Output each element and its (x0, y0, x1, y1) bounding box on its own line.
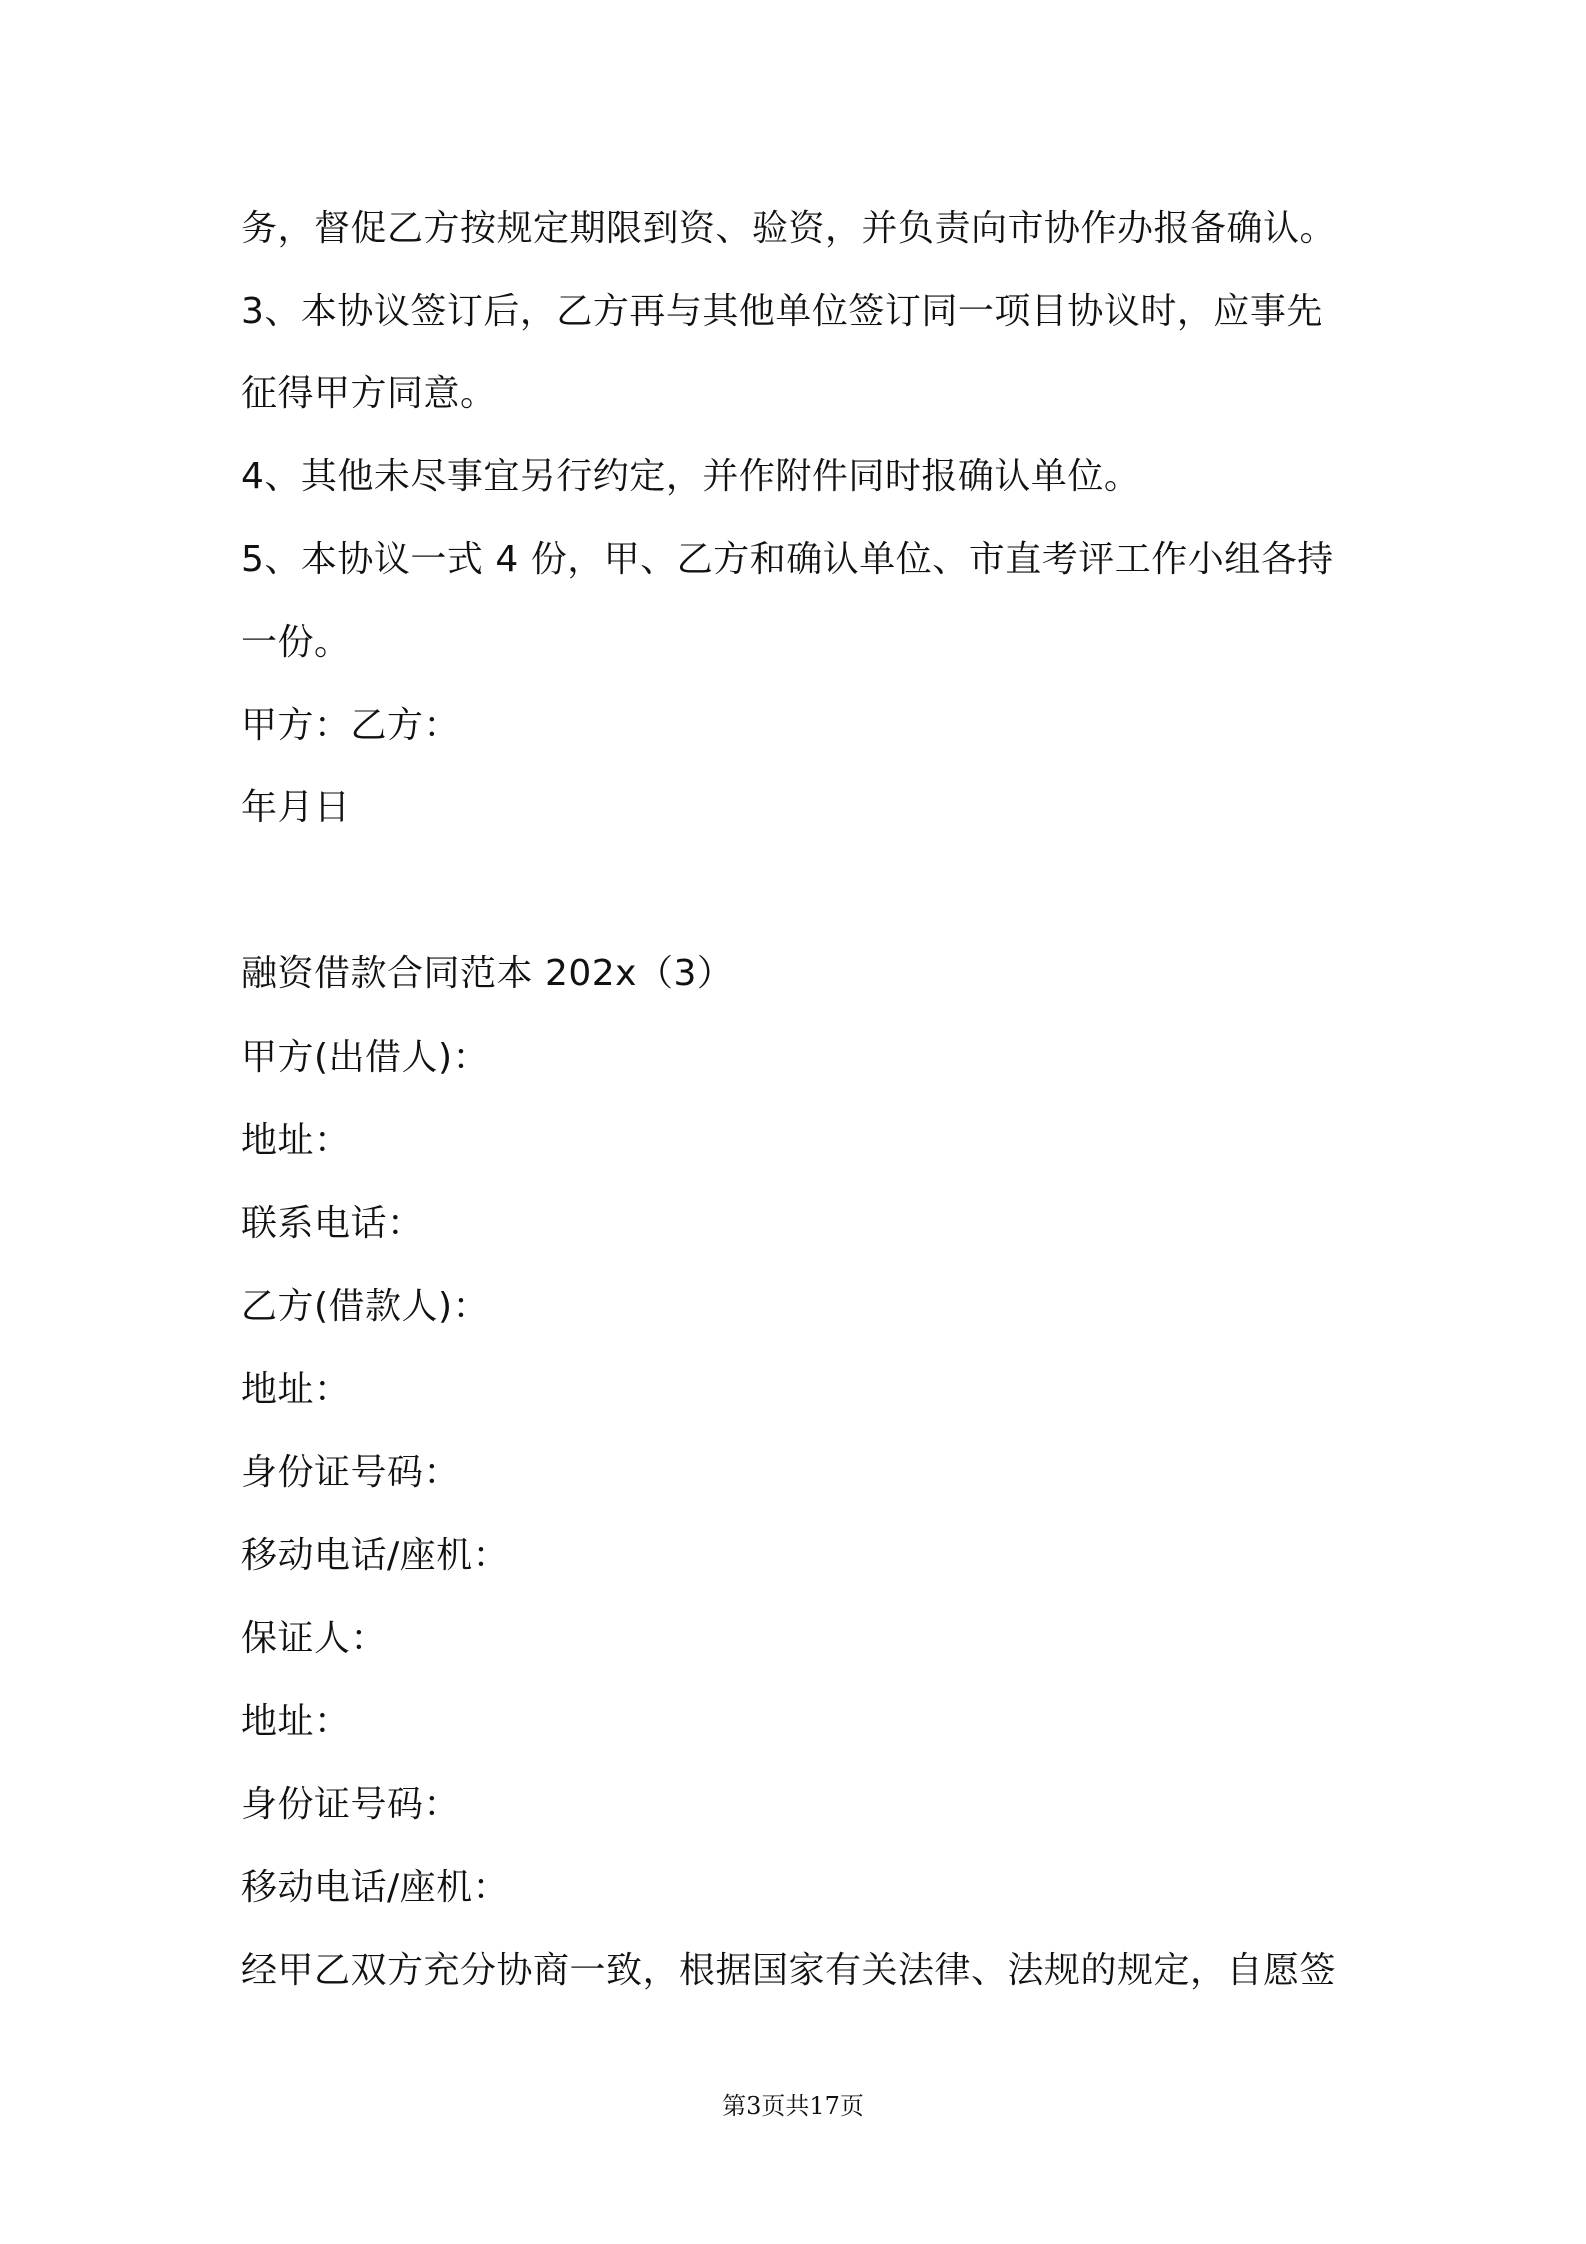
clause-4-line: 4、其他未尽事宜另行约定，并作附件同时报确认单位。 (241, 456, 1141, 497)
party-a-address-line: 地址： (241, 1120, 351, 1161)
party-b-borrower-line: 乙方(借款人)： (241, 1286, 490, 1327)
party-a-lender-line: 甲方(出借人)： (241, 1037, 490, 1078)
agreement-intro-line: 经甲乙双方充分协商一致，根据国家有关法律、法规的规定，自愿签 (241, 1950, 1337, 1991)
guarantor-line: 保证人： (241, 1618, 388, 1659)
party-b-address-line: 地址： (241, 1369, 351, 1410)
guarantor-phone-line: 移动电话/座机： (241, 1867, 510, 1908)
party-b-phone-line: 移动电话/座机： (241, 1535, 510, 1576)
party-a-phone-line: 联系电话： (241, 1203, 424, 1244)
guarantor-id-line: 身份证号码： (241, 1784, 461, 1825)
guarantor-address-line: 地址： (241, 1701, 351, 1742)
clause-5-line-2: 一份。 (241, 622, 351, 663)
body-text-line: 务，督促乙方按规定期限到资、验资，并负责向市协作办报备确认。 (241, 208, 1337, 249)
clause-3-line-2: 征得甲方同意。 (241, 373, 497, 414)
party-b-id-line: 身份证号码： (241, 1452, 461, 1493)
clause-3-line-1: 3、本协议签订后，乙方再与其他单位签订同一项目协议时，应事先 (241, 291, 1323, 332)
signature-parties-line: 甲方：乙方： (241, 705, 461, 746)
clause-5-line-1: 5、本协议一式 4 份，甲、乙方和确认单位、市直考评工作小组各持 (241, 539, 1334, 580)
date-line: 年月日 (241, 787, 351, 828)
section-title: 融资借款合同范本 202x（3） (241, 953, 734, 994)
page-number-footer: 第3页共17页 (722, 2092, 864, 2120)
